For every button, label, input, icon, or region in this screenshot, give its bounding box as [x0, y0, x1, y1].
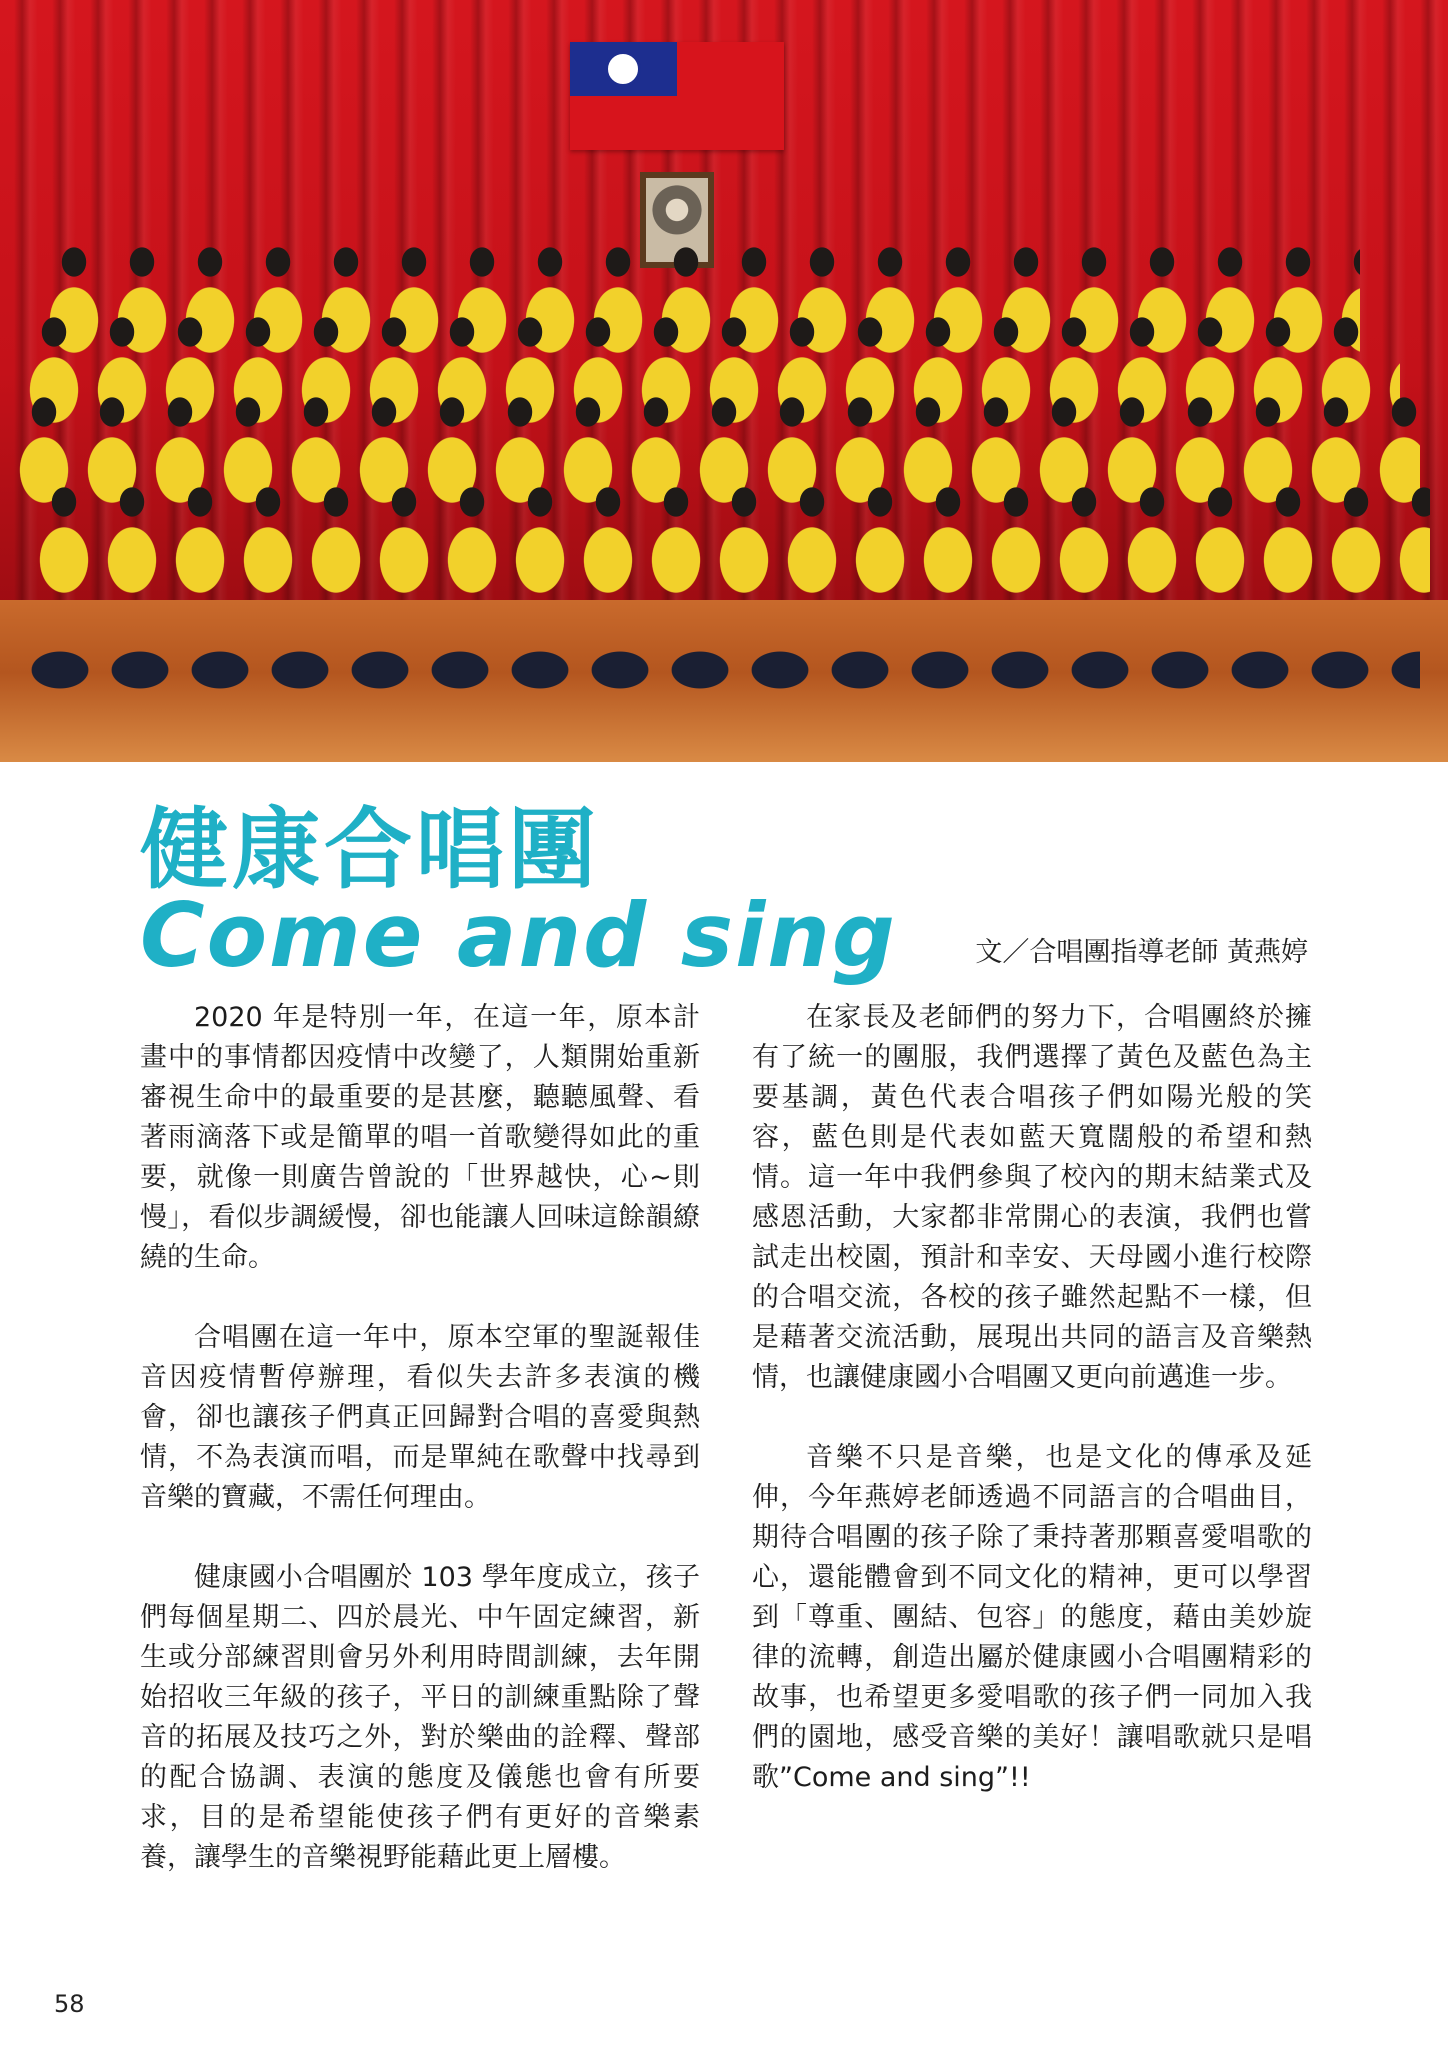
choir-row-kneeling: [20, 590, 1420, 700]
paragraph: 健康國小合唱團於 103 學年度成立，孩子們每個星期二、四於晨光、中午固定練習，新生或分部練習則會另外利用時間訓練，去年開始招收三年級的孩子，平日的訓練重點除了聲音的拓展及技巧之外，對於樂曲的詮釋、聲部的配合協調、表演的態度及儀態也會有所要求，目的是希望能使孩子們有更好的音樂素養，讓學生的音樂視野能藉此更上層樓。: [140, 1562, 700, 1873]
page-number: 58: [54, 1990, 85, 2018]
right-column: [752, 998, 1312, 1838]
choir-group-photo: [0, 0, 1448, 762]
paragraph: 音樂不只是音樂，也是文化的傳承及延伸，今年燕婷老師透過不同語言的合唱曲目，期待合唱團的孩子除了秉持著那顆喜愛唱歌的心，還能體會到不同文化的精神，更可以學習到「尊重、團結、包容」的態度，藉由美妙旋律的流轉，創造出屬於健康國小合唱團精彩的故事，也希望更多愛唱歌的孩子們一同加入我們的園地，感受音樂的美好！讓唱歌就只是唱歌”Come and sing”!!: [752, 1442, 1312, 1793]
author-byline: 文／合唱團指導老師 黃燕婷: [975, 937, 1308, 968]
national-flag: [570, 42, 784, 150]
article-title-chinese: 健康合唱團: [140, 798, 601, 901]
choir-members: [0, 230, 1448, 750]
flag-sun-icon: [605, 51, 641, 87]
paragraph: 在家長及老師們的努力下，合唱團終於擁有了統一的團服，我們選擇了黃色及藍色為主要基調，黃色代表合唱孩子們如陽光般的笑容，藍色則是代表如藍天寬闊般的希望和熱情。這一年中我們參與了校內的期末結業式及感恩活動，大家都非常開心的表演，我們也嘗試走出校園，預計和幸安、天母國小進行校際的合唱交流，各校的孩子雖然起點不一樣，但是藉著交流活動，展現出共同的語言及音樂熱情，也讓健康國小合唱團又更向前邁進一步。: [752, 1002, 1312, 1393]
paragraph: 合唱團在這一年中，原本空軍的聖誕報佳音因疫情暫停辦理，看似失去許多表演的機會，卻也讓孩子們真正回歸對合唱的喜愛與熱情，不為表演而唱，而是單純在歌聲中找尋到音樂的寶藏，不需任何理由。: [140, 1322, 700, 1513]
paragraph: 2020 年是特別一年，在這一年，原本計畫中的事情都因疫情中改變了，人類開始重新審視生命中的最重要的是甚麼，聽聽風聲、看著雨滴落下或是簡單的唱一首歌變得如此的重要，就像一則廣告曾說的「世界越快，心~則慢」，看似步調緩慢，卻也能讓人回味這餘韻繚繞的生命。: [140, 1002, 700, 1273]
left-column: [140, 998, 700, 1918]
article-title-english: Come and sing: [140, 884, 897, 987]
